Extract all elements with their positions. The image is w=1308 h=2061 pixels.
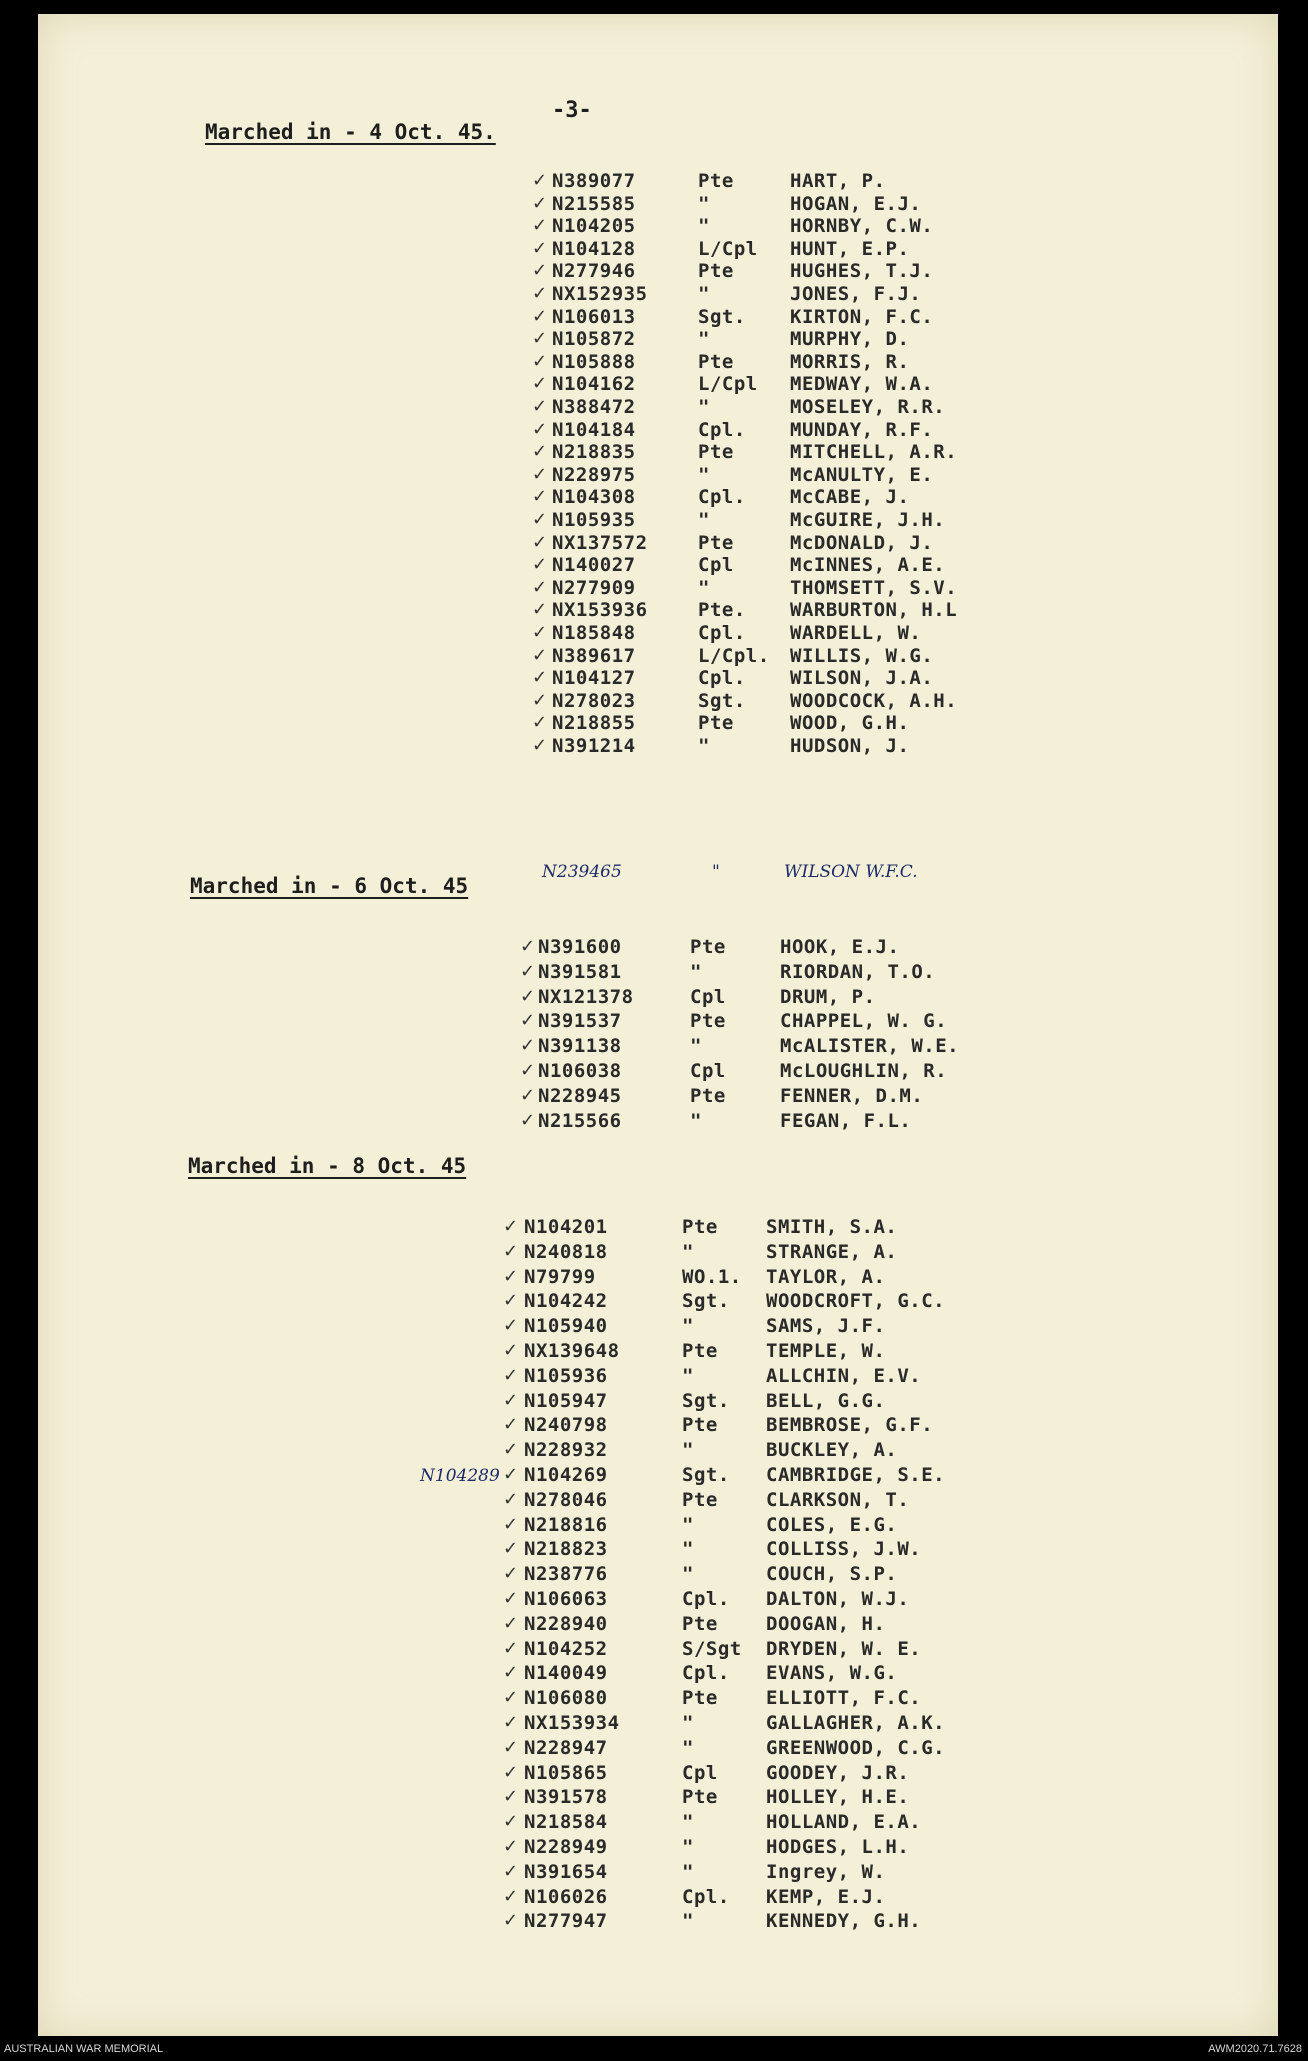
check-mark: ✓ [503,1860,519,1882]
service-number: N104242 [524,1290,608,1313]
rank: Sgt. [682,1389,730,1412]
surname-initials: BUCKLEY, A. [766,1439,898,1462]
rank: Pte [682,1786,718,1809]
rank: Pte [698,712,734,735]
check-mark: ✓ [503,1786,519,1808]
service-number: N104252 [524,1637,608,1660]
service-number: N105947 [524,1389,608,1412]
rank: Pte [698,531,734,554]
rank: Pte [698,170,734,192]
rank: Pte [690,936,726,958]
service-number: N278046 [524,1488,608,1511]
service-number: N105872 [552,328,636,351]
surname-initials: MORRIS, R. [790,350,910,373]
rank: " [682,1712,694,1734]
rank: Pte [682,1612,718,1635]
surname-initials: CAMBRIDGE, S.E. [766,1464,946,1486]
surname-initials: HUDSON, J. [790,735,910,757]
service-number: N218816 [524,1513,608,1536]
check-mark: ✓ [532,373,548,395]
service-number: N104205 [552,215,636,238]
rank: " [682,1315,694,1338]
service-number: N215585 [552,192,636,215]
rank: Pte [698,441,734,464]
check-mark: ✓ [532,576,548,598]
rank: Sgt. [682,1290,730,1313]
rank: S/Sgt [682,1637,742,1660]
rank: " [682,1910,694,1933]
rank: Pte [690,1010,726,1033]
section-heading: Marched in - 6 Oct. 45 [190,874,469,898]
surname-initials: FEGAN, F.L. [780,1109,912,1132]
service-number: N391537 [538,1010,622,1033]
service-number: N218855 [552,712,636,735]
check-mark: ✓ [503,1414,519,1436]
rank: " [682,1240,694,1263]
check-mark: ✓ [532,599,548,621]
check-mark: ✓ [532,463,548,485]
surname-initials: CHAPPEL, W. G. [780,1010,948,1033]
check-mark: ✓ [532,531,548,553]
rank: " [698,576,710,599]
service-number: N104127 [552,667,636,690]
check-mark: ✓ [520,1060,536,1081]
service-number: N389617 [552,644,636,667]
surname-initials: MURPHY, D. [790,328,910,351]
handwritten-margin-note: N104289 [420,1466,500,1486]
service-number: N240818 [524,1240,608,1263]
surname-initials: GOODEY, J.R. [766,1761,910,1784]
rank: Cpl [690,1060,726,1082]
rank: Cpl [682,1761,718,1784]
rank: Cpl. [698,622,746,644]
rank: Cpl. [698,486,746,509]
rank: " [690,1109,702,1132]
service-number: N105936 [524,1364,608,1387]
check-mark: ✓ [532,350,548,372]
check-mark: ✓ [503,1612,519,1634]
check-mark: ✓ [503,1637,519,1659]
surname-initials: WOODCROFT, G.C. [766,1290,946,1313]
service-number: NX121378 [538,985,634,1008]
rank: Pte [682,1414,718,1437]
service-number: N106063 [524,1588,608,1610]
check-mark: ✓ [503,1240,519,1262]
service-number: N218584 [524,1811,608,1834]
rank: " [698,283,710,305]
service-number: N391138 [538,1035,622,1058]
service-number: NX152935 [552,283,648,305]
surname-initials: EVANS, W.G. [766,1662,898,1685]
check-mark: ✓ [532,328,548,350]
check-mark: ✓ [503,1836,519,1857]
service-number: N228932 [524,1439,608,1462]
check-mark: ✓ [532,644,548,666]
surname-initials: BELL, G.G. [766,1389,886,1412]
service-number: N238776 [524,1563,608,1586]
check-mark: ✓ [503,1464,519,1485]
rank: " [682,1563,694,1586]
check-mark: ✓ [503,1315,519,1337]
service-number: N228949 [524,1836,608,1858]
surname-initials: DRUM, P. [780,985,876,1008]
rank: Cpl. [682,1588,730,1610]
surname-initials: WARDELL, W. [790,622,922,644]
service-number: N228947 [524,1736,608,1759]
service-number: NX153934 [524,1712,620,1734]
rank: " [698,396,710,418]
check-mark: ✓ [520,1035,536,1057]
surname-initials: JONES, F.J. [790,283,922,305]
rank: Pte. [698,599,746,622]
surname-initials: HOGAN, E.J. [790,192,922,215]
handwritten-name: WILSON W.F.C. [784,862,918,882]
surname-initials: DRYDEN, W. E. [766,1637,922,1660]
service-number: N277909 [552,576,636,599]
surname-initials: DOOGAN, H. [766,1612,886,1635]
rank: Pte [690,1084,726,1107]
check-mark: ✓ [532,622,548,643]
rank: L/Cpl [698,237,758,260]
rank: Sgt. [698,305,746,328]
check-mark: ✓ [503,1662,519,1684]
service-number: NX137572 [552,531,648,554]
service-number: N278023 [552,689,636,712]
service-number: N277946 [552,260,636,283]
surname-initials: WOOD, G.H. [790,712,910,735]
service-number: N218823 [524,1538,608,1561]
check-mark: ✓ [520,985,536,1007]
rank: " [698,192,710,215]
footer-reference: AWM2020.71.7628 [1208,2043,1302,2055]
check-mark: ✓ [532,735,548,756]
section-heading: Marched in - 4 Oct. 45. [205,120,496,144]
document-page [38,14,1278,2036]
check-mark: ✓ [503,1736,519,1758]
service-number: N104162 [552,373,636,396]
service-number: N104308 [552,486,636,509]
rank: Cpl. [682,1885,730,1908]
surname-initials: Ingrey, W. [766,1860,886,1883]
service-number: NX153936 [552,599,648,622]
check-mark: ✓ [503,1364,519,1386]
handwritten-rank: " [712,862,720,882]
surname-initials: SMITH, S.A. [766,1216,898,1238]
service-number: N228975 [552,463,636,486]
check-mark: ✓ [503,1712,519,1733]
surname-initials: WARBURTON, H.L [790,599,958,622]
check-mark: ✓ [503,1563,519,1585]
check-mark: ✓ [503,1216,519,1237]
check-mark: ✓ [503,1811,519,1833]
rank: " [690,1035,702,1058]
surname-initials: WILSON, J.A. [790,667,934,690]
check-mark: ✓ [503,1538,519,1560]
check-mark: ✓ [503,1389,519,1411]
check-mark: ✓ [532,192,548,214]
rank: " [698,509,710,531]
rank: " [690,960,702,983]
rank: " [698,463,710,486]
service-number: N391600 [538,936,622,958]
check-mark: ✓ [503,1885,519,1907]
surname-initials: HART, P. [790,170,886,192]
surname-initials: McCABE, J. [790,486,910,509]
service-number: N388472 [552,396,636,418]
check-mark: ✓ [520,1084,536,1106]
check-mark: ✓ [532,260,548,282]
handwritten-service-number: N239465 [542,862,622,882]
rank: Sgt. [698,689,746,712]
check-mark: ✓ [532,689,548,711]
surname-initials: McDONALD, J. [790,531,934,554]
page-number: -3- [552,98,592,123]
service-number: N277947 [524,1910,608,1933]
rank: Pte [682,1340,718,1362]
service-number: N389077 [552,170,636,192]
service-number: N104128 [552,237,636,260]
check-mark: ✓ [503,1513,519,1535]
rank: " [682,1538,694,1561]
service-number: N391581 [538,960,622,983]
check-mark: ✓ [520,1109,536,1131]
check-mark: ✓ [503,1439,519,1461]
rank: " [682,1513,694,1536]
rank: " [682,1811,694,1834]
service-number: N140049 [524,1662,608,1685]
check-mark: ✓ [520,936,536,957]
service-number: N140027 [552,554,636,577]
rank: Cpl [690,985,726,1008]
service-number: N105940 [524,1315,608,1338]
surname-initials: TEMPLE, W. [766,1340,886,1362]
rank: Cpl. [698,418,746,441]
rank: Pte [682,1488,718,1511]
surname-initials: KEMP, E.J. [766,1885,886,1908]
check-mark: ✓ [532,554,548,576]
surname-initials: SAMS, J.F. [766,1315,886,1338]
service-number: N391654 [524,1860,608,1883]
rank: " [698,215,710,238]
check-mark: ✓ [503,1265,519,1287]
service-number: N228945 [538,1084,622,1107]
check-mark: ✓ [532,712,548,734]
surname-initials: McLOUGHLIN, R. [780,1060,948,1082]
surname-initials: WOODCOCK, A.H. [790,689,958,712]
surname-initials: HUGHES, T.J. [790,260,934,283]
service-number: N104184 [552,418,636,441]
service-number: N105888 [552,350,636,373]
check-mark: ✓ [532,215,548,237]
check-mark: ✓ [503,1761,519,1783]
rank: Pte [682,1216,718,1238]
check-mark: ✓ [532,509,548,530]
rank: Sgt. [682,1464,730,1486]
surname-initials: ELLIOTT, F.C. [766,1687,922,1710]
check-mark: ✓ [520,960,536,982]
service-number: N79799 [524,1265,596,1288]
service-number: N215566 [538,1109,622,1132]
surname-initials: MITCHELL, A.R. [790,441,958,464]
rank: Cpl. [698,667,746,690]
surname-initials: MOSELEY, R.R. [790,396,946,418]
check-mark: ✓ [532,283,548,304]
rank: Pte [698,260,734,283]
check-mark: ✓ [532,396,548,417]
rank: " [682,1836,694,1858]
service-number: N185848 [552,622,636,644]
surname-initials: McGUIRE, J.H. [790,509,946,531]
surname-initials: ALLCHIN, E.V. [766,1364,922,1387]
rank: Pte [698,350,734,373]
surname-initials: HUNT, E.P. [790,237,910,260]
rank: Cpl [698,554,734,577]
rank: L/Cpl [698,373,758,396]
service-number: N106026 [524,1885,608,1908]
rank: " [682,1860,694,1883]
check-mark: ✓ [532,305,548,327]
rank: Cpl. [682,1662,730,1685]
surname-initials: HOOK, E.J. [780,936,900,958]
surname-initials: THOMSETT, S.V. [790,576,958,599]
surname-initials: COLES, E.G. [766,1513,898,1536]
surname-initials: STRANGE, A. [766,1240,898,1263]
check-mark: ✓ [503,1910,519,1932]
check-mark: ✓ [503,1488,519,1510]
service-number: N391214 [552,735,636,757]
surname-initials: McANULTY, E. [790,463,934,486]
service-number: N105935 [552,509,636,531]
surname-initials: HODGES, L.H. [766,1836,910,1858]
surname-initials: MUNDAY, R.F. [790,418,934,441]
service-number: N104269 [524,1464,608,1486]
rank: " [682,1364,694,1387]
rank: " [682,1736,694,1759]
service-number: N106013 [552,305,636,328]
service-number: N106080 [524,1687,608,1710]
check-mark: ✓ [520,1010,536,1032]
surname-initials: McINNES, A.E. [790,554,946,577]
surname-initials: COUCH, S.P. [766,1563,898,1586]
surname-initials: DALTON, W.J. [766,1588,910,1610]
rank: " [698,735,710,757]
rank: L/Cpl. [698,644,770,667]
surname-initials: TAYLOR, A. [766,1265,886,1288]
surname-initials: MEDWAY, W.A. [790,373,934,396]
check-mark: ✓ [503,1340,519,1361]
service-number: N104201 [524,1216,608,1238]
rank: WO.1. [682,1265,742,1288]
service-number: N228940 [524,1612,608,1635]
rank: Pte [682,1687,718,1710]
service-number: N218835 [552,441,636,464]
service-number: N105865 [524,1761,608,1784]
surname-initials: GREENWOOD, C.G. [766,1736,946,1759]
rank: " [698,328,710,351]
check-mark: ✓ [532,418,548,440]
rank: " [682,1439,694,1462]
check-mark: ✓ [503,1687,519,1709]
service-number: N391578 [524,1786,608,1809]
check-mark: ✓ [532,486,548,508]
surname-initials: RIORDAN, T.O. [780,960,936,983]
surname-initials: McALISTER, W.E. [780,1035,960,1058]
check-mark: ✓ [532,667,548,689]
surname-initials: GALLAGHER, A.K. [766,1712,946,1734]
check-mark: ✓ [503,1290,519,1312]
surname-initials: HORNBY, C.W. [790,215,934,238]
service-number: N106038 [538,1060,622,1082]
service-number: N240798 [524,1414,608,1437]
check-mark: ✓ [532,170,548,191]
surname-initials: WILLIS, W.G. [790,644,934,667]
surname-initials: COLLISS, J.W. [766,1538,922,1561]
surname-initials: KENNEDY, G.H. [766,1910,922,1933]
footer-institution: AUSTRALIAN WAR MEMORIAL [4,2043,164,2055]
check-mark: ✓ [532,441,548,463]
surname-initials: KIRTON, F.C. [790,305,934,328]
section-heading: Marched in - 8 Oct. 45 [188,1154,467,1178]
surname-initials: HOLLAND, E.A. [766,1811,922,1834]
service-number: NX139648 [524,1340,620,1362]
surname-initials: CLARKSON, T. [766,1488,910,1511]
surname-initials: HOLLEY, H.E. [766,1786,910,1809]
check-mark: ✓ [532,237,548,259]
check-mark: ✓ [503,1588,519,1609]
surname-initials: FENNER, D.M. [780,1084,924,1107]
surname-initials: BEMBROSE, G.F. [766,1414,934,1437]
